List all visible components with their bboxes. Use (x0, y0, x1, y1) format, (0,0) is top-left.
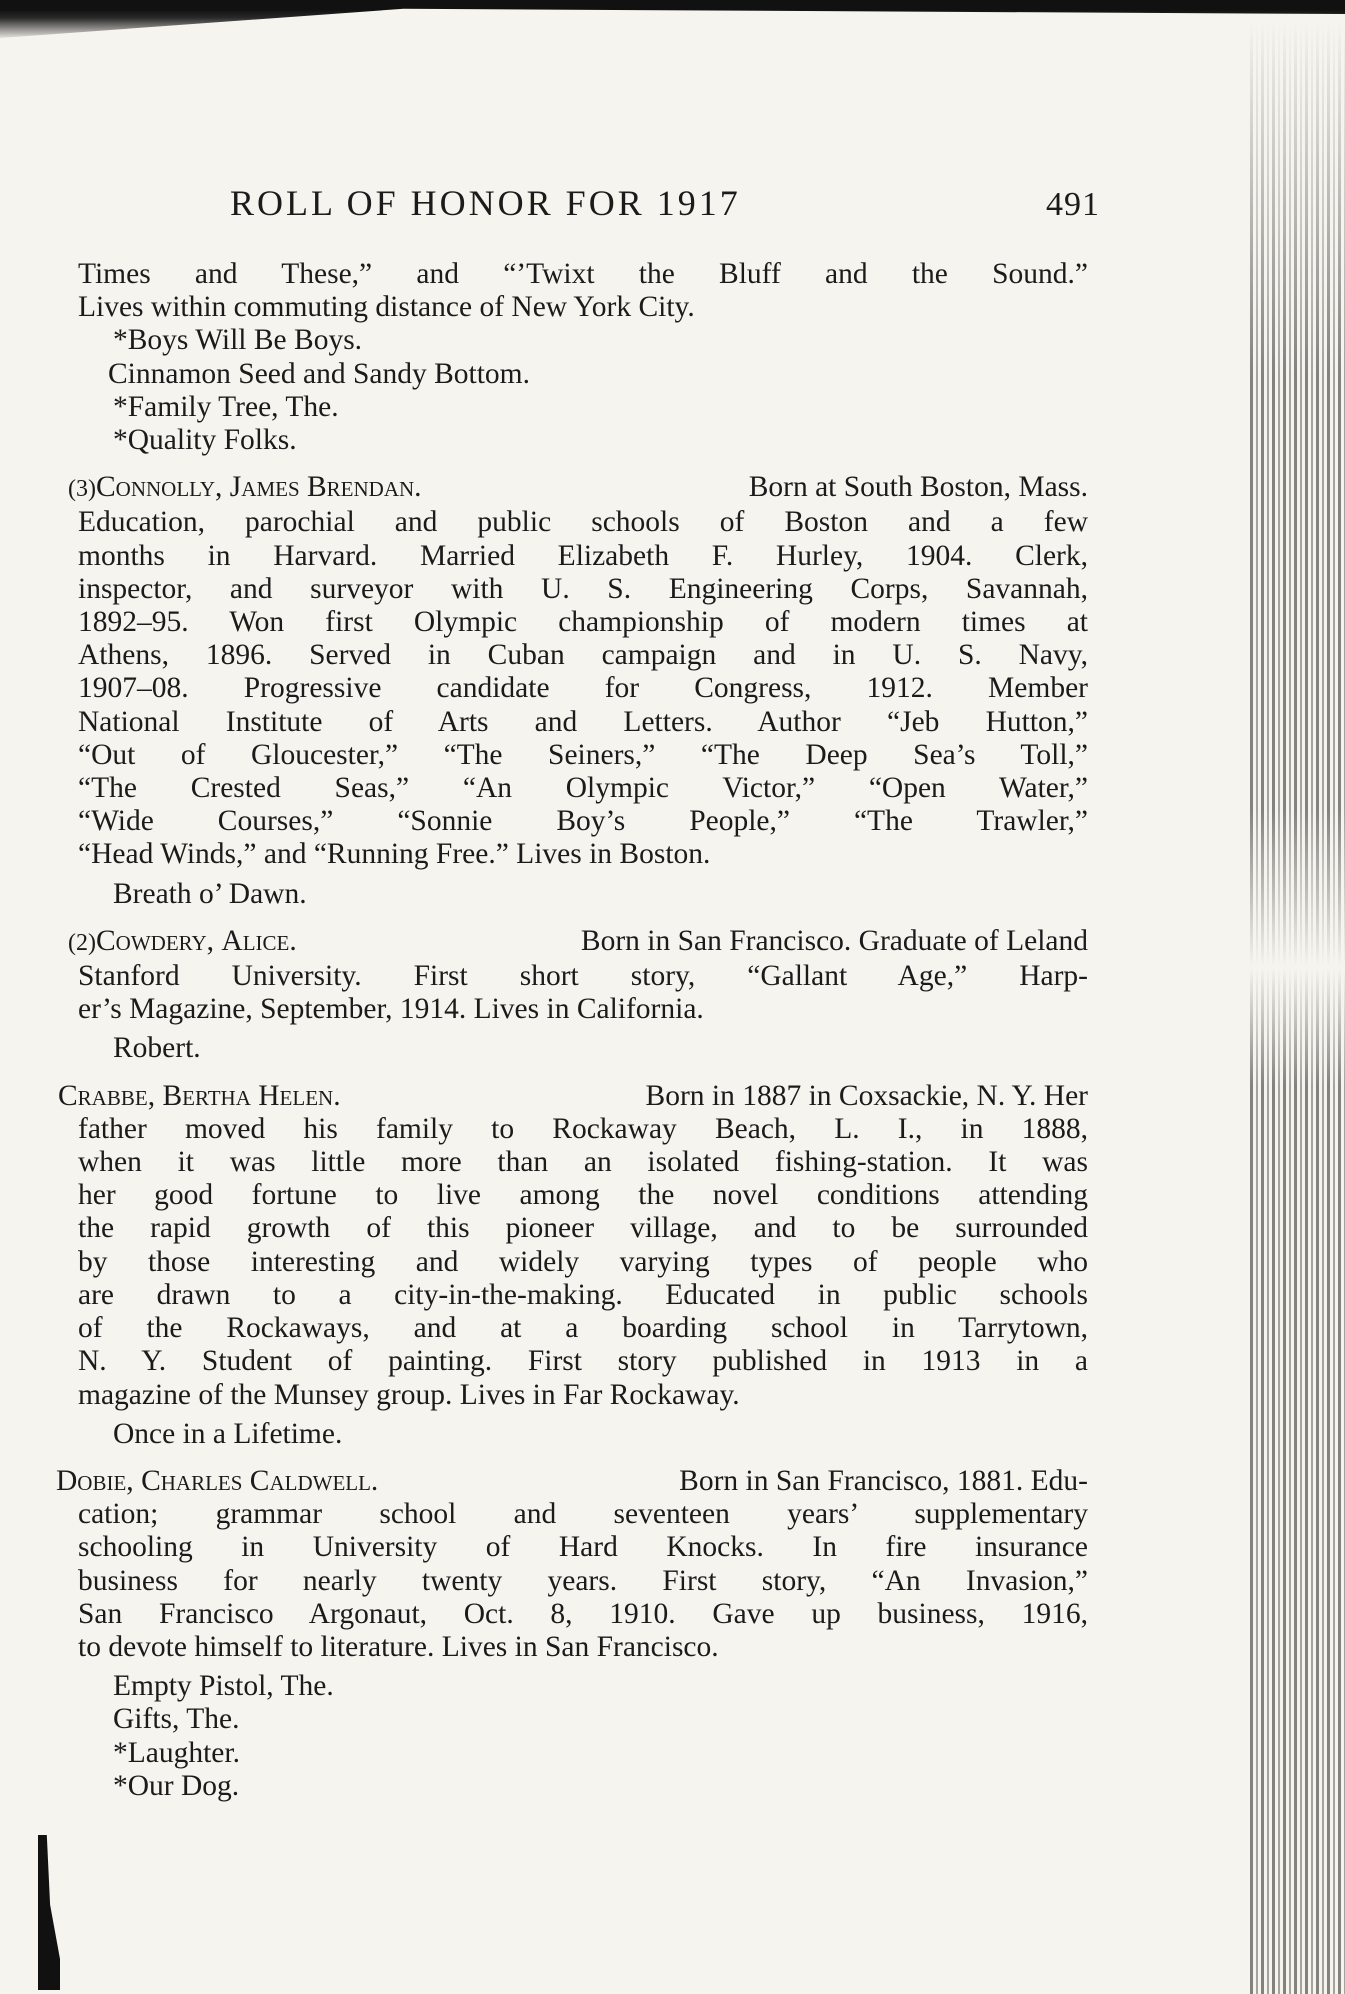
story-title: Once in a Lifetime. (113, 1417, 343, 1450)
page-body (56, 258, 1088, 1803)
story-title: Empty Pistol, The. (113, 1670, 334, 1703)
entry-heading (56, 1465, 1088, 1498)
entry-connolly (68, 471, 1088, 911)
story-title: *Family Tree, The. (113, 390, 339, 423)
entry-given-name: Charles Caldwell. (141, 1464, 379, 1497)
entry-dobie (56, 1465, 1088, 1803)
continued-entry (78, 258, 1088, 457)
text-line: business for nearly twenty years. First story, “An Invasion,” (78, 1564, 1088, 1597)
text-line: Lives within commuting distance of New York City. (78, 291, 695, 324)
story-title: Breath o’ Dawn. (113, 877, 307, 910)
story-title: *Boys Will Be Boys. (113, 324, 363, 357)
running-head: ROLL OF HONOR FOR 1917 (230, 183, 741, 223)
entry-marker: (2) (68, 929, 96, 956)
text-line: Born at South Boston, Mass. (748, 471, 1088, 504)
text-line: “Head Winds,” and “Running Free.” Lives in Boston. (78, 838, 711, 871)
text-line: Times and These,” and “’Twixt the Bluff and the Sound.” (78, 258, 1088, 290)
text-line: her good fortune to live among the novel conditions attending (78, 1179, 1088, 1212)
text-line: N. Y. Student of painting. First story published in 1913 in a (78, 1345, 1088, 1378)
text-line: San Francisco Argonaut, Oct. 8, 1910. Gave up business, 1916, (78, 1597, 1088, 1630)
text-line: months in Harvard. Married Elizabeth F. Hurley, 1904. Clerk, (78, 539, 1088, 572)
text-line: when it was little more than an isolated fishing-station. It was (78, 1146, 1088, 1179)
text-line: by those interesting and widely varying types of people who (78, 1245, 1088, 1278)
text-line: National Institute of Arts and Letters. Author “Jeb Hutton,” (78, 705, 1088, 738)
text-line: “Wide Courses,” “Sonnie Boy’s People,” “The Trawler,” (78, 805, 1088, 838)
entry-surname: Dobie, (56, 1464, 134, 1497)
text-line: cation; grammar school and seventeen years’ supplementary (78, 1498, 1088, 1531)
text-line: to devote himself to literature. Lives in San Francisco. (78, 1630, 719, 1663)
entry-marker: (3) (68, 476, 96, 503)
entry-heading (68, 471, 1088, 506)
page-header (230, 182, 1100, 232)
entry-given-name: Bertha Helen. (162, 1079, 341, 1112)
text-line: of the Rockaways, and at a boarding school in Tarrytown, (78, 1312, 1088, 1345)
story-title: *Quality Folks. (113, 424, 297, 457)
text-line: 1907–08. Progressive candidate for Congress, 1912. Member (78, 672, 1088, 705)
text-line: father moved his family to Rockaway Beach, L. I., in 1888, (78, 1112, 1088, 1145)
text-line: Stanford University. First short story, “Gallant Age,” Harp- (78, 960, 1088, 993)
text-line: the rapid growth of this pioneer village, and to be surrounded (78, 1212, 1088, 1245)
entry-surname: Crabbe, (58, 1079, 156, 1112)
text-line: Born in San Francisco. Graduate of Leland (580, 924, 1088, 957)
story-title: Gifts, The. (113, 1703, 240, 1736)
entry-surname: Connolly, (95, 471, 223, 504)
entry-heading (68, 925, 1088, 960)
text-line: schooling in University of Hard Knocks. In fire insurance (78, 1531, 1088, 1564)
page-number: 491 (1046, 186, 1100, 223)
text-line: Born in 1887 in Coxsackie, N. Y. Her (645, 1079, 1088, 1112)
entry-surname: Cowdery, (95, 924, 215, 957)
text-line: er’s Magazine, September, 1914. Lives in California. (78, 993, 704, 1026)
text-line: 1892–95. Won first Olympic championship of modern times at (78, 606, 1088, 639)
text-line: are drawn to a city-in-the-making. Educated in public schools (78, 1278, 1088, 1311)
text-line: Education, parochial and public schools of Boston and a few (78, 506, 1088, 539)
entry-given-name: Alice. (221, 924, 297, 957)
entry-cowdery (68, 925, 1088, 1066)
entry-heading (58, 1080, 1088, 1113)
entry-crabbe (58, 1080, 1088, 1451)
text-line: Athens, 1896. Served in Cuban campaign and in U. S. Navy, (78, 639, 1088, 672)
text-line: magazine of the Munsey group. Lives in Far Rockaway. (78, 1378, 740, 1411)
text-line: “The Crested Seas,” “An Olympic Victor,” “Open Water,” (78, 772, 1088, 805)
text-line: inspector, and surveyor with U. S. Engineering Corps, Savannah, (78, 572, 1088, 605)
entry-given-name: James Brendan. (229, 471, 422, 504)
story-title: *Laughter. (113, 1736, 240, 1769)
text-line: “Out of Gloucester,” “The Seiners,” “The Deep Sea’s Toll,” (78, 738, 1088, 771)
story-title: Robert. (113, 1032, 201, 1065)
text-line: Born in San Francisco, 1881. Edu- (679, 1464, 1088, 1497)
story-title: *Our Dog. (113, 1769, 240, 1802)
story-title: Cinnamon Seed and Sandy Bottom. (108, 357, 530, 390)
